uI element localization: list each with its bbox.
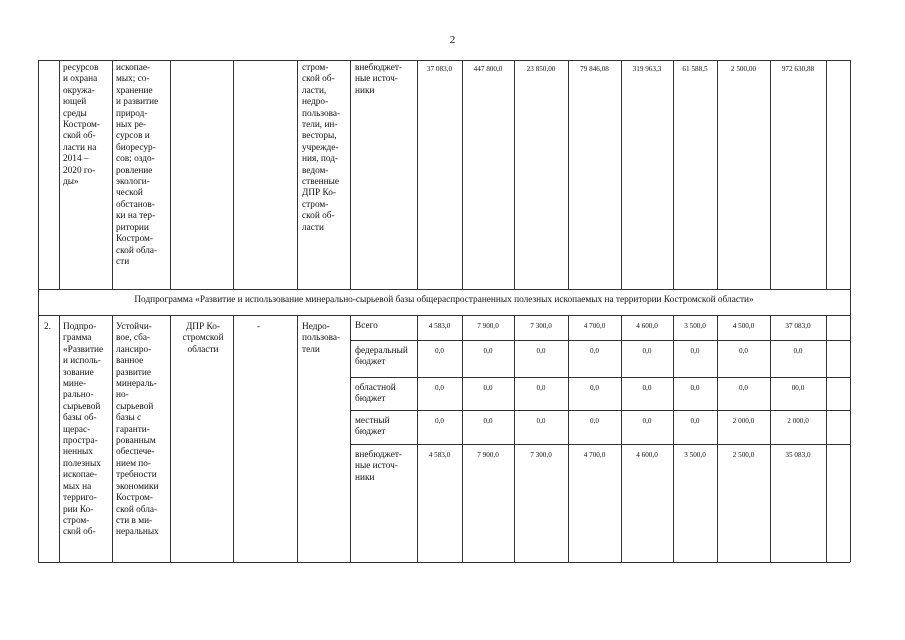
bottom-col-line-0 — [38, 315, 39, 562]
subprogram-title: Подпрограмма «Развитие и использование минерально-сырьевой базы общераспространенных полезных ископаемых на территории Костромской области» — [134, 295, 754, 305]
top-col-line-15 — [826, 60, 827, 289]
funding-value-r1-c2: 0,0 — [536, 347, 546, 355]
funding-value-r4-c2: 7 300,0 — [530, 451, 552, 459]
top-row-program-name: ресурсов и охрана окружа- ющей среды Костром- ской об- ласти на 2014 – 2020 го- ды» — [63, 63, 101, 188]
band-right-border — [850, 289, 851, 315]
top-col-line-1 — [59, 60, 60, 289]
funding-value-r0-c2: 7 300,0 — [530, 322, 552, 330]
table-top-border — [38, 60, 850, 61]
funding-row-divider-3 — [350, 444, 850, 445]
funding-value-r3-c0: 0,0 — [435, 417, 444, 425]
top-row-value-1: 447 800,0 — [473, 65, 503, 73]
funding-value-r4-c0: 4 583,0 — [428, 451, 451, 459]
funding-value-r4-c7: 35 083,0 — [785, 451, 811, 459]
row2-number: 2. — [44, 322, 51, 332]
funding-value-r4-c1: 7 900,0 — [477, 451, 499, 459]
bottom-col-line-16 — [850, 315, 851, 562]
funding-value-r2-c5: 0,0 — [690, 384, 700, 392]
row2-responsible: ДПР Ко- стромской области — [182, 322, 224, 355]
top-row-value-2: 23 850,00 — [526, 65, 556, 73]
funding-value-r1-c5: 0,0 — [690, 347, 700, 355]
funding-value-r3-c7: 2 000,0 — [787, 417, 809, 425]
top-col-line-8 — [462, 60, 463, 289]
top-col-line-12 — [673, 60, 674, 289]
top-col-line-3 — [170, 60, 171, 289]
funding-source-label: областной бюджет — [355, 383, 396, 405]
funding-value-r3-c6: 2 000,0 — [732, 417, 755, 425]
top-row-value-0: 37 083,0 — [426, 65, 453, 73]
top-col-line-13 — [717, 60, 718, 289]
top-col-line-11 — [621, 60, 622, 289]
bottom-col-line-2 — [112, 315, 113, 562]
funding-row-divider-1 — [350, 377, 850, 378]
row2-program-name: Подпро- грамма «Развитие и исполь- зование мине- рально- сырьевой базы об- щерас- простра- ненных полезных ископае- мых на терриго- рии Ко- стром- ской об- — [63, 322, 104, 538]
top-col-line-5 — [297, 60, 298, 289]
top-col-line-6 — [350, 60, 351, 289]
top-row-value-7: 972 630,88 — [781, 65, 815, 73]
funding-value-r2-c4: 0,0 — [642, 384, 652, 392]
funding-value-r1-c6: 0,0 — [739, 347, 748, 355]
top-row-participants: стром- ской об- ласти, недро- пользова- тели, ин- весторы, учрежде- ния, под- ведом- ственные ДПР Ко- стром- ской об- ласти — [302, 63, 341, 233]
bottom-col-line-15 — [826, 315, 827, 562]
row2-dash: - — [257, 322, 261, 332]
funding-value-r3-c4: 0,0 — [642, 417, 652, 425]
page-number: 2 — [449, 34, 456, 46]
funding-value-r3-c3: 0,0 — [590, 417, 599, 425]
bottom-col-line-4 — [233, 315, 234, 562]
funding-value-r4-c4: 4 600,0 — [636, 451, 658, 459]
section-divider-top — [38, 289, 850, 290]
funding-value-r2-c7: 00,0 — [791, 384, 805, 392]
top-col-line-16 — [850, 60, 851, 289]
funding-value-r0-c6: 4 500,0 — [732, 322, 755, 330]
section-divider-bottom — [38, 315, 850, 316]
funding-value-r4-c5: 3 500,0 — [684, 451, 706, 459]
bottom-col-line-6 — [350, 315, 351, 562]
funding-value-r0-c0: 4 583,0 — [428, 322, 451, 330]
funding-value-r1-c7: 0,0 — [793, 347, 803, 355]
top-col-line-4 — [233, 60, 234, 289]
funding-value-r3-c1: 0,0 — [483, 417, 493, 425]
funding-value-r1-c4: 0,0 — [642, 347, 652, 355]
row2-participants: Недро- пользова- тели — [302, 322, 341, 355]
bottom-col-line-5 — [297, 315, 298, 562]
funding-source-label: федеральный бюджет — [355, 346, 408, 368]
funding-value-r3-c5: 0,0 — [690, 417, 700, 425]
funding-source-label: местный бюджет — [355, 416, 390, 438]
funding-value-r4-c6: 2 500,0 — [732, 451, 755, 459]
funding-value-r2-c1: 0,0 — [483, 384, 493, 392]
funding-value-r1-c0: 0,0 — [435, 347, 444, 355]
top-row-value-5: 61 588,5 — [682, 65, 708, 73]
top-col-line-2 — [112, 60, 113, 289]
row2-goal: Устойчи- вое, сба- лансиро- ванное развитие минераль- но- сырьевой базы с гаранти- рованным обеспече- нием по- требности экономики Костром- ской обла- сти в ми- неральных — [116, 322, 159, 538]
funding-value-r2-c6: 0,0 — [739, 384, 748, 392]
funding-value-r0-c4: 4 600,0 — [636, 322, 658, 330]
table-bottom-border — [38, 562, 850, 563]
funding-value-r1-c3: 0,0 — [590, 347, 599, 355]
funding-value-r0-c3: 4 700,0 — [583, 322, 606, 330]
funding-value-r1-c1: 0,0 — [483, 347, 493, 355]
top-row-value-6: 2 500,00 — [730, 65, 757, 73]
top-col-line-10 — [568, 60, 569, 289]
funding-row-divider-2 — [350, 410, 850, 411]
funding-source-label: Всего — [355, 321, 378, 331]
funding-value-r2-c3: 0,0 — [590, 384, 599, 392]
top-col-line-0 — [38, 60, 39, 289]
top-row-value-3: 79 846,08 — [580, 65, 609, 73]
funding-value-r3-c2: 0,0 — [536, 417, 546, 425]
top-row-funding-source: внебюджет- ные источ- ники — [355, 63, 403, 96]
funding-value-r0-c1: 7 900,0 — [477, 322, 499, 330]
funding-value-r2-c2: 0,0 — [536, 384, 546, 392]
funding-value-r4-c3: 4 700,0 — [583, 451, 606, 459]
top-col-line-14 — [770, 60, 771, 289]
funding-value-r0-c5: 3 500,0 — [684, 322, 706, 330]
top-col-line-7 — [417, 60, 418, 289]
top-row-value-4: 319 963,3 — [632, 65, 662, 73]
bottom-col-line-1 — [59, 315, 60, 562]
bottom-col-line-3 — [170, 315, 171, 562]
top-row-goal: ископае- мых; со- хранение и развитие природ- ных ре- сурсов и биоресур- сов; оздо- ровление экологи- ческой обстанов- ки на тер- ритории Костром- ской обла- сти — [116, 63, 159, 267]
funding-value-r2-c0: 0,0 — [435, 384, 444, 392]
funding-row-divider-0 — [350, 340, 850, 341]
top-col-line-9 — [514, 60, 515, 289]
funding-value-r0-c7: 37 083,0 — [785, 322, 811, 330]
funding-source-label: внебюджет- ные источ- ники — [355, 450, 403, 483]
